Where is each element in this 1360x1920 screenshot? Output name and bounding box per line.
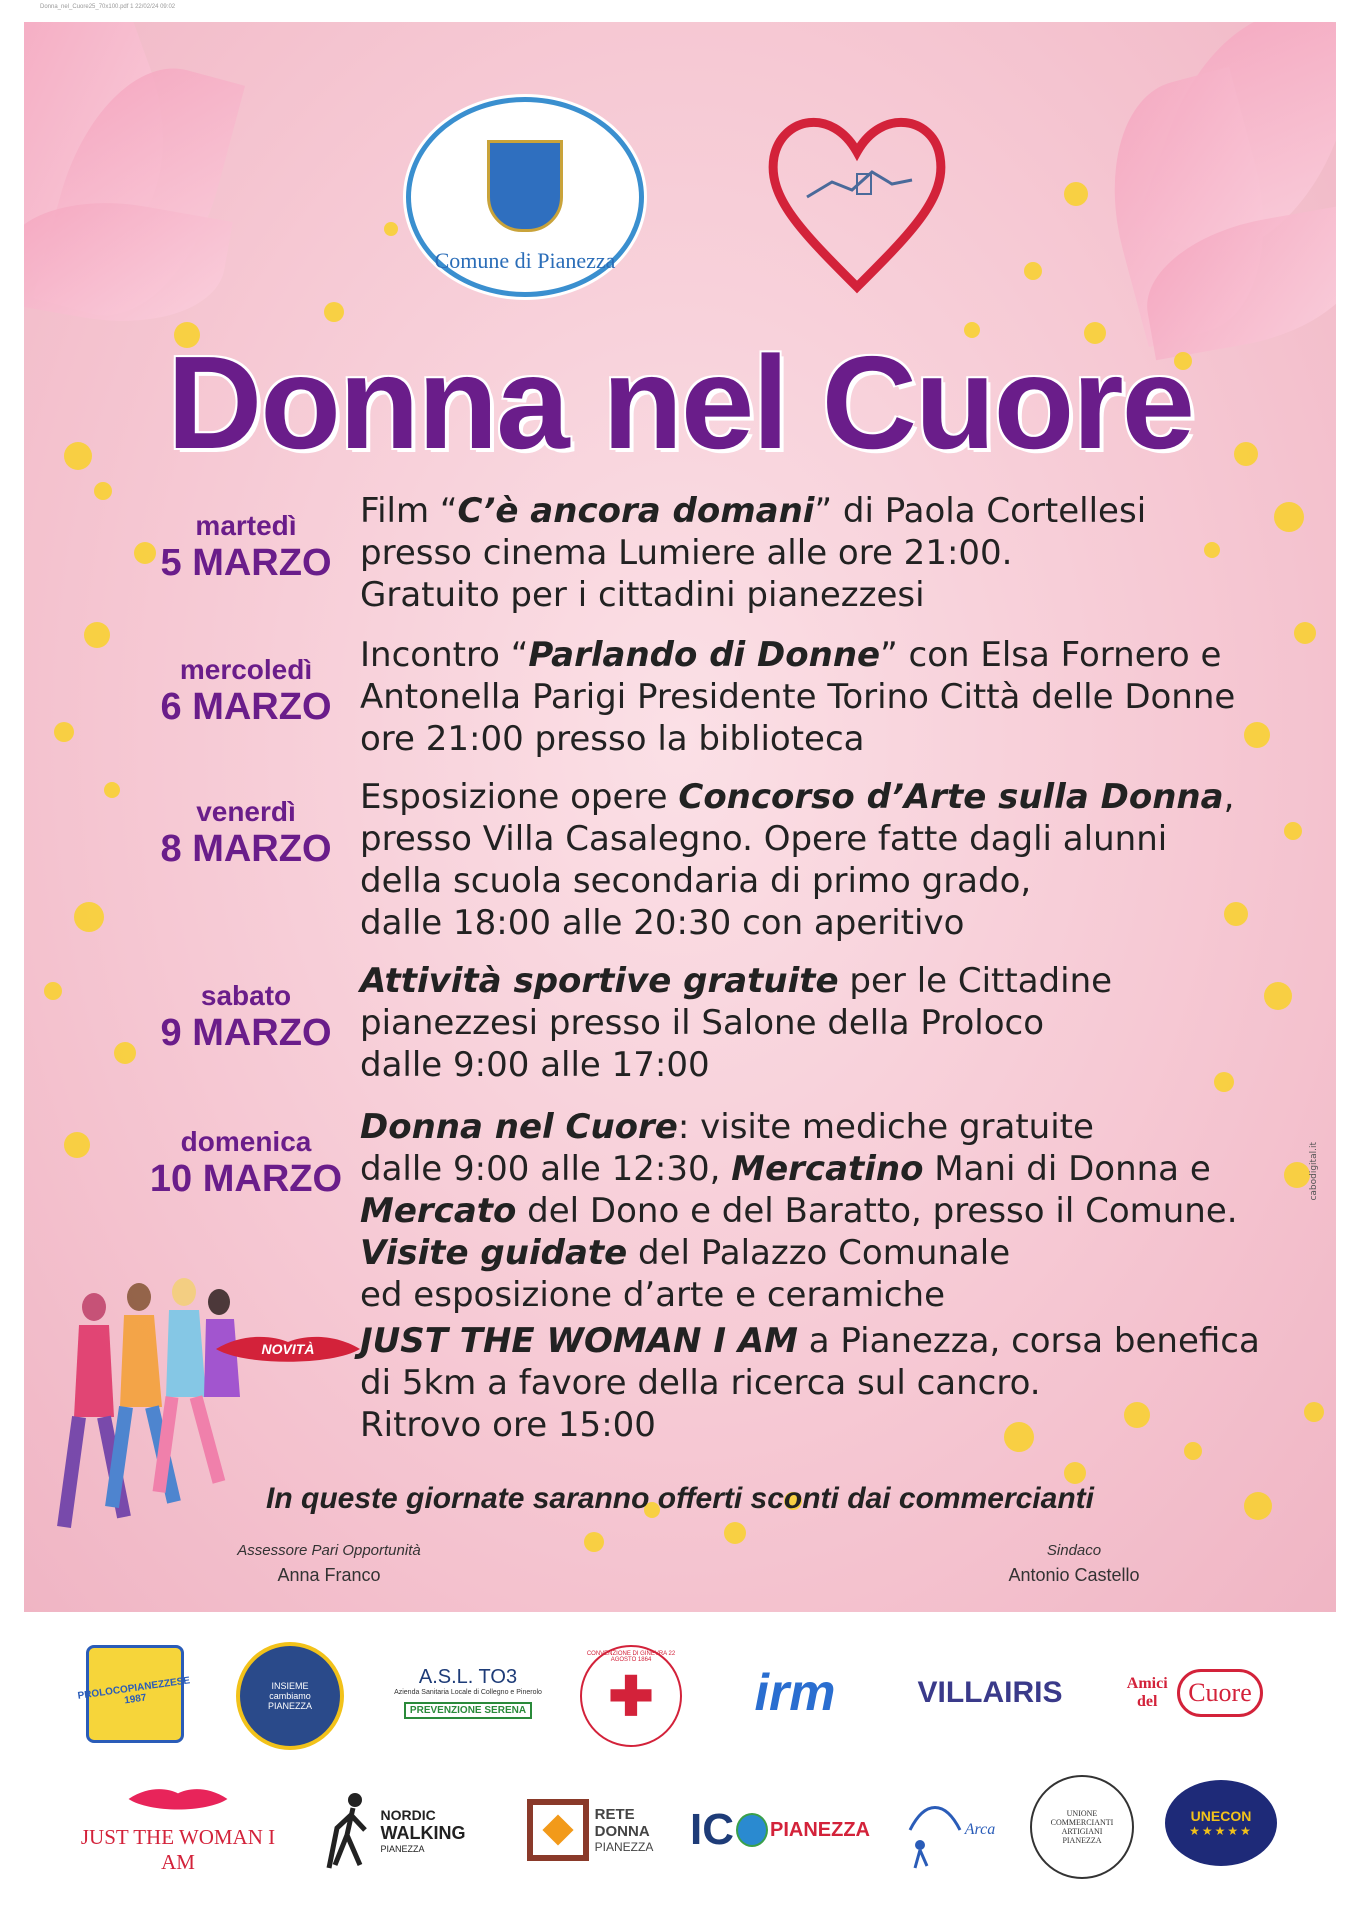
print-header-strip: Donna_nel_Cuore25_70x100.pdf 1 22/02/24 09:02 bbox=[40, 4, 176, 10]
sponsor-label: A.S.L. TO3 bbox=[418, 1665, 518, 1688]
sponsor-label3: PIANEZZA bbox=[380, 1843, 425, 1854]
sponsor-label: UNECON bbox=[1190, 1808, 1252, 1824]
event-weekday: domenica bbox=[180, 1126, 312, 1157]
signature-name: Antonio Castello bbox=[1008, 1565, 1140, 1585]
sponsor-label: irm bbox=[754, 1664, 836, 1722]
sponsor-badge: PREVENZIONE SERENA bbox=[404, 1702, 532, 1719]
sponsor-villairis-logo bbox=[910, 1660, 1070, 1726]
stars-icon: ★★★★★ bbox=[1189, 1824, 1253, 1838]
mimosa-dot bbox=[84, 622, 110, 648]
event-highlight: Donna nel Cuore bbox=[360, 1107, 678, 1147]
event-text: pianezzesi presso il Salone della Proloco bbox=[360, 1003, 1045, 1043]
event-line bbox=[360, 1362, 1320, 1404]
sponsor-label: CONVENZIONE DI GINEVRA 22 AGOSTO 1864 bbox=[586, 1651, 676, 1663]
mimosa-dot bbox=[1064, 1462, 1086, 1484]
signature-role: Sindaco bbox=[1046, 1542, 1102, 1559]
mimosa-dot bbox=[1024, 262, 1042, 280]
lips-icon bbox=[123, 1785, 233, 1813]
mimosa-dot bbox=[94, 482, 112, 500]
sponsor-label2: Cuore bbox=[1177, 1669, 1263, 1717]
event-text: ore 21:00 presso la biblioteca bbox=[360, 719, 865, 759]
event-text: Esposizione opere bbox=[360, 777, 679, 817]
event-line bbox=[360, 574, 1320, 616]
sponsor-nordic-walking-logo bbox=[310, 1785, 480, 1875]
sponsor-label3: PIANEZZA bbox=[594, 1840, 654, 1854]
event-highlight: Mercato bbox=[360, 1191, 517, 1231]
sponsor-label: RETE bbox=[594, 1806, 635, 1823]
event-line bbox=[360, 490, 1320, 532]
sponsor-label: UNIONE COMMERCIANTI ARTIGIANI PIANEZZA bbox=[1050, 1809, 1114, 1845]
event-text: Incontro “ bbox=[360, 635, 529, 675]
event-line bbox=[360, 860, 1320, 902]
event-description bbox=[360, 960, 1320, 1086]
event-day: 9 MARZO bbox=[160, 1012, 332, 1054]
sponsor-label: PROLOCOPIANEZZESE 1987 bbox=[77, 1675, 192, 1707]
event-date bbox=[146, 1128, 346, 1198]
event-description bbox=[360, 1320, 1320, 1446]
event-weekday: venerdì bbox=[196, 796, 296, 827]
mimosa-dot bbox=[584, 1532, 604, 1552]
event-line bbox=[360, 818, 1320, 860]
signature-name: Anna Franco bbox=[277, 1565, 381, 1585]
sponsor-sub: Azienda Sanitaria Locale di Collegno e Pinerolo bbox=[394, 1688, 542, 1696]
event-line bbox=[360, 1148, 1320, 1190]
event-description bbox=[360, 776, 1320, 944]
sponsor-label2: PIANEZZA bbox=[770, 1818, 870, 1841]
event-text: dalle 9:00 alle 12:30, bbox=[360, 1149, 732, 1189]
event-line bbox=[360, 634, 1320, 676]
coat-of-arms-icon bbox=[487, 140, 563, 232]
event-text: a Pianezza, corsa benefica bbox=[797, 1321, 1260, 1361]
arca-figures-icon bbox=[905, 1790, 965, 1870]
event-text: Ritrovo ore 15:00 bbox=[360, 1405, 656, 1445]
mimosa-dot bbox=[324, 302, 344, 322]
event-line bbox=[360, 718, 1320, 760]
sponsor-rete-donna-logo bbox=[515, 1785, 665, 1875]
sponsor-insieme-logo bbox=[236, 1642, 344, 1750]
event-text: del Palazzo Comunale bbox=[627, 1233, 1011, 1273]
sponsor-croce-rossa-logo bbox=[580, 1645, 682, 1747]
poster-title: Donna nel Cuore bbox=[166, 329, 1194, 476]
event-line bbox=[360, 1106, 1320, 1148]
event-text: Gratuito per i cittadini pianezzesi bbox=[360, 575, 925, 615]
event-text: : visite mediche gratuite bbox=[677, 1107, 1094, 1147]
event-line bbox=[360, 1002, 1320, 1044]
event-line bbox=[360, 776, 1320, 818]
sponsor-ic-pianezza-logo bbox=[690, 1785, 870, 1875]
event-text: dalle 18:00 alle 20:30 con aperitivo bbox=[360, 903, 965, 943]
event-weekday: martedì bbox=[195, 510, 297, 541]
logo-comune-text: Comune di Pianezza bbox=[434, 248, 616, 273]
event-highlight: JUST THE WOMAN I AM bbox=[360, 1321, 798, 1361]
mimosa-dot bbox=[44, 982, 62, 1000]
signature-assessore bbox=[204, 1542, 454, 1586]
event-text: per le Cittadine bbox=[838, 961, 1113, 1001]
comune-di-pianezza-logo bbox=[406, 97, 644, 297]
event-text: del Dono e del Baratto, presso il Comune. bbox=[516, 1191, 1238, 1231]
event-line bbox=[360, 1232, 1320, 1274]
event-line bbox=[360, 532, 1320, 574]
sponsor-label: JUST THE WOMAN I AM bbox=[80, 1825, 276, 1874]
sponsor-label: INSIEME cambiamo PIANEZZA bbox=[267, 1681, 312, 1711]
sponsor-asl-logo bbox=[388, 1648, 548, 1736]
event-highlight: Concorso d’Arte sulla Donna bbox=[678, 777, 1224, 817]
heart-icon bbox=[762, 102, 952, 302]
mimosa-dot bbox=[114, 1042, 136, 1064]
event-line bbox=[360, 676, 1320, 718]
sponsor-amici-del-cuore-logo bbox=[1100, 1652, 1280, 1734]
event-weekday: mercoledì bbox=[179, 654, 313, 685]
mimosa-dot bbox=[1064, 182, 1088, 206]
mimosa-dot bbox=[54, 722, 74, 742]
sponsor-irm-logo bbox=[730, 1662, 860, 1724]
mimosa-dot bbox=[384, 222, 398, 236]
event-highlight: Attività sportive gratuite bbox=[360, 961, 839, 1001]
event-date bbox=[146, 656, 346, 726]
event-line bbox=[360, 1404, 1320, 1446]
novita-label: NOVITÀ bbox=[261, 1341, 315, 1357]
mimosa-dot bbox=[104, 782, 120, 798]
novita-lips-badge bbox=[214, 1332, 362, 1366]
mimosa-dot bbox=[64, 1132, 90, 1158]
event-line bbox=[360, 1044, 1320, 1086]
event-line bbox=[360, 1274, 1320, 1316]
sponsor-label: IC bbox=[690, 1805, 734, 1854]
event-text: ” con Elsa Fornero e bbox=[880, 635, 1222, 675]
event-text: Mani di Donna e bbox=[923, 1149, 1211, 1189]
event-description bbox=[360, 1106, 1320, 1316]
event-line bbox=[360, 1320, 1320, 1362]
sponsor-just-the-woman-logo bbox=[78, 1785, 278, 1875]
event-text: Film “ bbox=[360, 491, 458, 531]
sponsor-unione-commercianti-logo bbox=[1030, 1775, 1134, 1879]
rete-donna-mark-icon bbox=[527, 1799, 589, 1861]
mimosa-dot bbox=[74, 902, 104, 932]
sponsor-label2: DONNA bbox=[594, 1823, 650, 1840]
event-date bbox=[146, 982, 346, 1052]
event-text: dalle 9:00 alle 17:00 bbox=[360, 1045, 710, 1085]
side-credit: cabodigital.it bbox=[1309, 1142, 1319, 1201]
sponsor-proloco-logo bbox=[77, 1645, 192, 1743]
event-day: 8 MARZO bbox=[160, 828, 332, 870]
globe-icon bbox=[736, 1813, 768, 1847]
event-line bbox=[360, 1190, 1320, 1232]
mimosa-dot bbox=[724, 1522, 746, 1544]
sponsor-label: Amici del bbox=[1126, 1675, 1168, 1710]
event-highlight: Mercatino bbox=[731, 1149, 924, 1189]
sponsor-label: VILLAIRIS bbox=[917, 1676, 1063, 1709]
event-text: presso cinema Lumiere alle ore 21:00. bbox=[360, 533, 1013, 573]
sponsor-arca-logo bbox=[895, 1780, 1005, 1880]
sponsor-label: Arca bbox=[964, 1821, 996, 1838]
event-highlight: Visite guidate bbox=[360, 1233, 628, 1273]
event-day: 5 MARZO bbox=[160, 542, 332, 584]
event-text: presso Villa Casalegno. Opere fatte dagli alunni bbox=[360, 819, 1168, 859]
sponsor-unecon-logo bbox=[1165, 1780, 1277, 1866]
event-text: , bbox=[1223, 777, 1235, 817]
event-text: della scuola secondaria di primo grado, bbox=[360, 861, 1032, 901]
event-text: ed esposizione d’arte e ceramiche bbox=[360, 1275, 945, 1315]
event-line bbox=[360, 902, 1320, 944]
signature-sindaco bbox=[964, 1542, 1184, 1586]
event-day: 6 MARZO bbox=[160, 686, 332, 728]
event-description bbox=[360, 490, 1320, 616]
red-cross-icon: ✚ bbox=[608, 1666, 654, 1727]
event-description bbox=[360, 634, 1320, 760]
event-text: ” di Paola Cortellesi bbox=[814, 491, 1147, 531]
event-date bbox=[146, 512, 346, 582]
event-day: 10 MARZO bbox=[149, 1158, 343, 1200]
event-text: di 5km a favore della ricerca sul cancro. bbox=[360, 1363, 1041, 1403]
sponsor-label: NORDIC bbox=[380, 1806, 436, 1823]
event-weekday: sabato bbox=[200, 980, 292, 1011]
event-date bbox=[146, 798, 346, 868]
women-runners-icon bbox=[54, 1267, 254, 1567]
poster bbox=[24, 22, 1336, 1612]
sponsor-label2: WALKING bbox=[380, 1822, 466, 1843]
discount-note: In queste giornate saranno offerti sconti dai commercianti bbox=[266, 1482, 1094, 1515]
event-text: Antonella Parigi Presidente Torino Città delle Donne bbox=[360, 677, 1236, 717]
event-highlight: C’è ancora domani bbox=[457, 491, 815, 531]
walker-icon bbox=[325, 1790, 375, 1870]
event-line bbox=[360, 960, 1320, 1002]
event-highlight: Parlando di Donne bbox=[528, 635, 881, 675]
signature-role: Assessore Pari Opportunità bbox=[237, 1542, 421, 1559]
